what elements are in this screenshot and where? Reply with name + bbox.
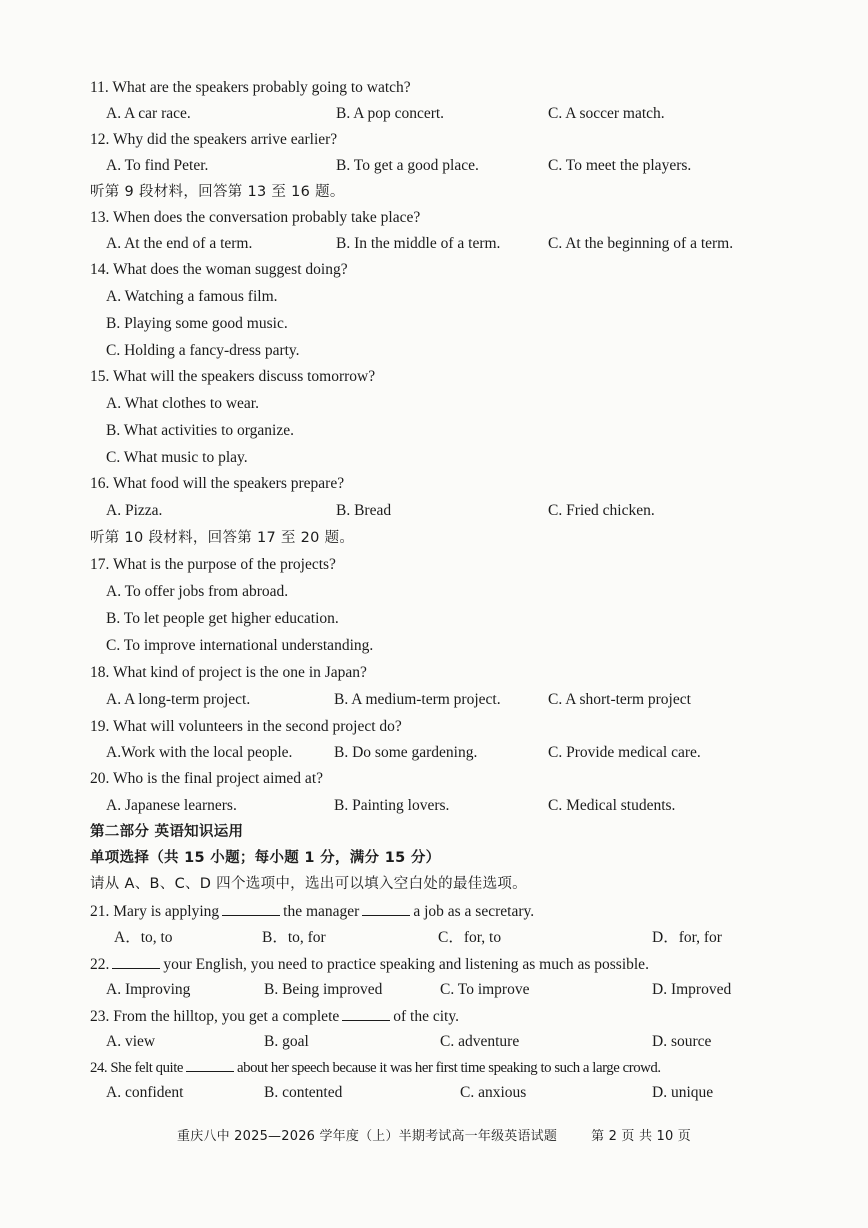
option-a: A.Work with the local people. bbox=[106, 744, 293, 761]
stem-part: 21. Mary is applying bbox=[90, 903, 220, 920]
footer-exam-title: 重庆八中 2025—2026 学年度（上）半期考试高一年级英语试题 bbox=[177, 1129, 558, 1144]
option-b: B. In the middle of a term. bbox=[336, 235, 501, 252]
question-21-stem bbox=[90, 901, 828, 922]
option-b: B. To get a good place. bbox=[336, 157, 479, 174]
question-19-stem: 19. What will volunteers in the second project do? bbox=[90, 718, 402, 735]
option-a: A. A car race. bbox=[106, 105, 191, 122]
question-16-stem: 16. What food will the speakers prepare? bbox=[90, 475, 345, 492]
stem-part: 22. bbox=[90, 956, 110, 973]
option-a: A. confident bbox=[106, 1084, 184, 1101]
option-b: B. Playing some good music. bbox=[106, 315, 288, 332]
option-c: C. A soccer match. bbox=[548, 105, 665, 122]
question-17-stem: 17. What is the purpose of the projects? bbox=[90, 556, 336, 573]
option-a: A．to, to bbox=[114, 929, 173, 946]
option-a: A. Watching a famous film. bbox=[106, 288, 278, 305]
stem-part: a job as a secretary. bbox=[413, 903, 535, 920]
option-a: A. Japanese learners. bbox=[106, 797, 237, 814]
answer-blank bbox=[342, 1006, 390, 1021]
option-c: C. adventure bbox=[440, 1033, 520, 1050]
question-14-stem: 14. What does the woman suggest doing? bbox=[90, 261, 348, 278]
option-d: D. unique bbox=[652, 1084, 714, 1101]
option-c: C. At the beginning of a term. bbox=[548, 235, 734, 252]
part-2-instruction: 请从 A、B、C、D 四个选项中，选出可以填入空白处的最佳选项。 bbox=[90, 876, 527, 892]
option-c: C. Holding a fancy-dress party. bbox=[106, 342, 300, 359]
answer-blank bbox=[186, 1057, 234, 1072]
question-13-stem: 13. When does the conversation probably take place? bbox=[90, 209, 421, 226]
question-15-stem: 15. What will the speakers discuss tomorrow? bbox=[90, 368, 376, 385]
option-b: B. A pop concert. bbox=[336, 105, 445, 122]
part-2-title: 第二部分 英语知识运用 bbox=[90, 824, 244, 840]
page-number: 第 2 页 共 10 页 bbox=[591, 1129, 691, 1144]
option-b: B. What activities to organize. bbox=[106, 422, 294, 439]
option-a: A. Pizza. bbox=[106, 502, 163, 519]
option-b: B. To let people get higher education. bbox=[106, 610, 339, 627]
stem-part: the manager bbox=[283, 903, 360, 920]
option-d: D. source bbox=[652, 1033, 712, 1050]
option-d: D. Improved bbox=[652, 981, 732, 998]
stem-part: 23. From the hilltop, you get a complete bbox=[90, 1008, 340, 1025]
option-c: C. What music to play. bbox=[106, 449, 248, 466]
option-b: B. contented bbox=[264, 1084, 343, 1101]
question-23-stem bbox=[90, 1006, 828, 1027]
option-c: C. To meet the players. bbox=[548, 157, 692, 174]
option-b: B．to, for bbox=[262, 929, 326, 946]
option-b: B. goal bbox=[264, 1033, 309, 1050]
option-a: A. A long-term project. bbox=[106, 691, 251, 708]
option-a: A. To offer jobs from abroad. bbox=[106, 583, 289, 600]
page-footer bbox=[0, 1125, 868, 1144]
stem-part: 24. She felt quite bbox=[90, 1060, 183, 1076]
option-c: C. Provide medical care. bbox=[548, 744, 701, 761]
question-18-stem: 18. What kind of project is the one in Japan? bbox=[90, 664, 367, 681]
option-b: B. Do some gardening. bbox=[334, 744, 478, 761]
section-9-instruction: 听第 9 段材料，回答第 13 至 16 题。 bbox=[90, 184, 345, 200]
option-a: A. What clothes to wear. bbox=[106, 395, 259, 412]
answer-blank bbox=[362, 901, 410, 916]
option-c: C. A short-term project bbox=[548, 691, 691, 708]
option-c: C. Medical students. bbox=[548, 797, 676, 814]
part-2-subtitle: 单项选择（共 15 小题；每小题 1 分，满分 15 分） bbox=[90, 850, 441, 866]
option-a: A. At the end of a term. bbox=[106, 235, 253, 252]
option-d: D．for, for bbox=[652, 929, 722, 946]
option-b: B. Bread bbox=[336, 502, 392, 519]
option-c: C. To improve international understanding. bbox=[106, 637, 374, 654]
answer-blank bbox=[222, 901, 280, 916]
option-a: A. To find Peter. bbox=[106, 157, 209, 174]
option-b: B. Painting lovers. bbox=[334, 797, 450, 814]
question-11-stem: 11. What are the speakers probably going to watch? bbox=[90, 79, 411, 96]
question-12-stem: 12. Why did the speakers arrive earlier? bbox=[90, 131, 338, 148]
option-c: C. Fried chicken. bbox=[548, 502, 655, 519]
answer-blank bbox=[112, 954, 160, 969]
option-b: B. A medium-term project. bbox=[334, 691, 501, 708]
question-22-stem bbox=[90, 954, 828, 975]
section-10-instruction: 听第 10 段材料，回答第 17 至 20 题。 bbox=[90, 530, 355, 546]
option-a: A. view bbox=[106, 1033, 156, 1050]
stem-part: of the city. bbox=[393, 1008, 459, 1025]
option-c: C. To improve bbox=[440, 981, 530, 998]
stem-part: about her speech because it was her first time speaking to such a large crowd. bbox=[237, 1060, 661, 1076]
option-b: B. Being improved bbox=[264, 981, 383, 998]
question-24-stem bbox=[90, 1057, 828, 1078]
option-c: C. anxious bbox=[460, 1084, 527, 1101]
option-a: A. Improving bbox=[106, 981, 191, 998]
stem-part: your English, you need to practice speaking and listening as much as possible. bbox=[163, 956, 649, 973]
question-20-stem: 20. Who is the final project aimed at? bbox=[90, 770, 323, 787]
option-c: C．for, to bbox=[438, 929, 502, 946]
